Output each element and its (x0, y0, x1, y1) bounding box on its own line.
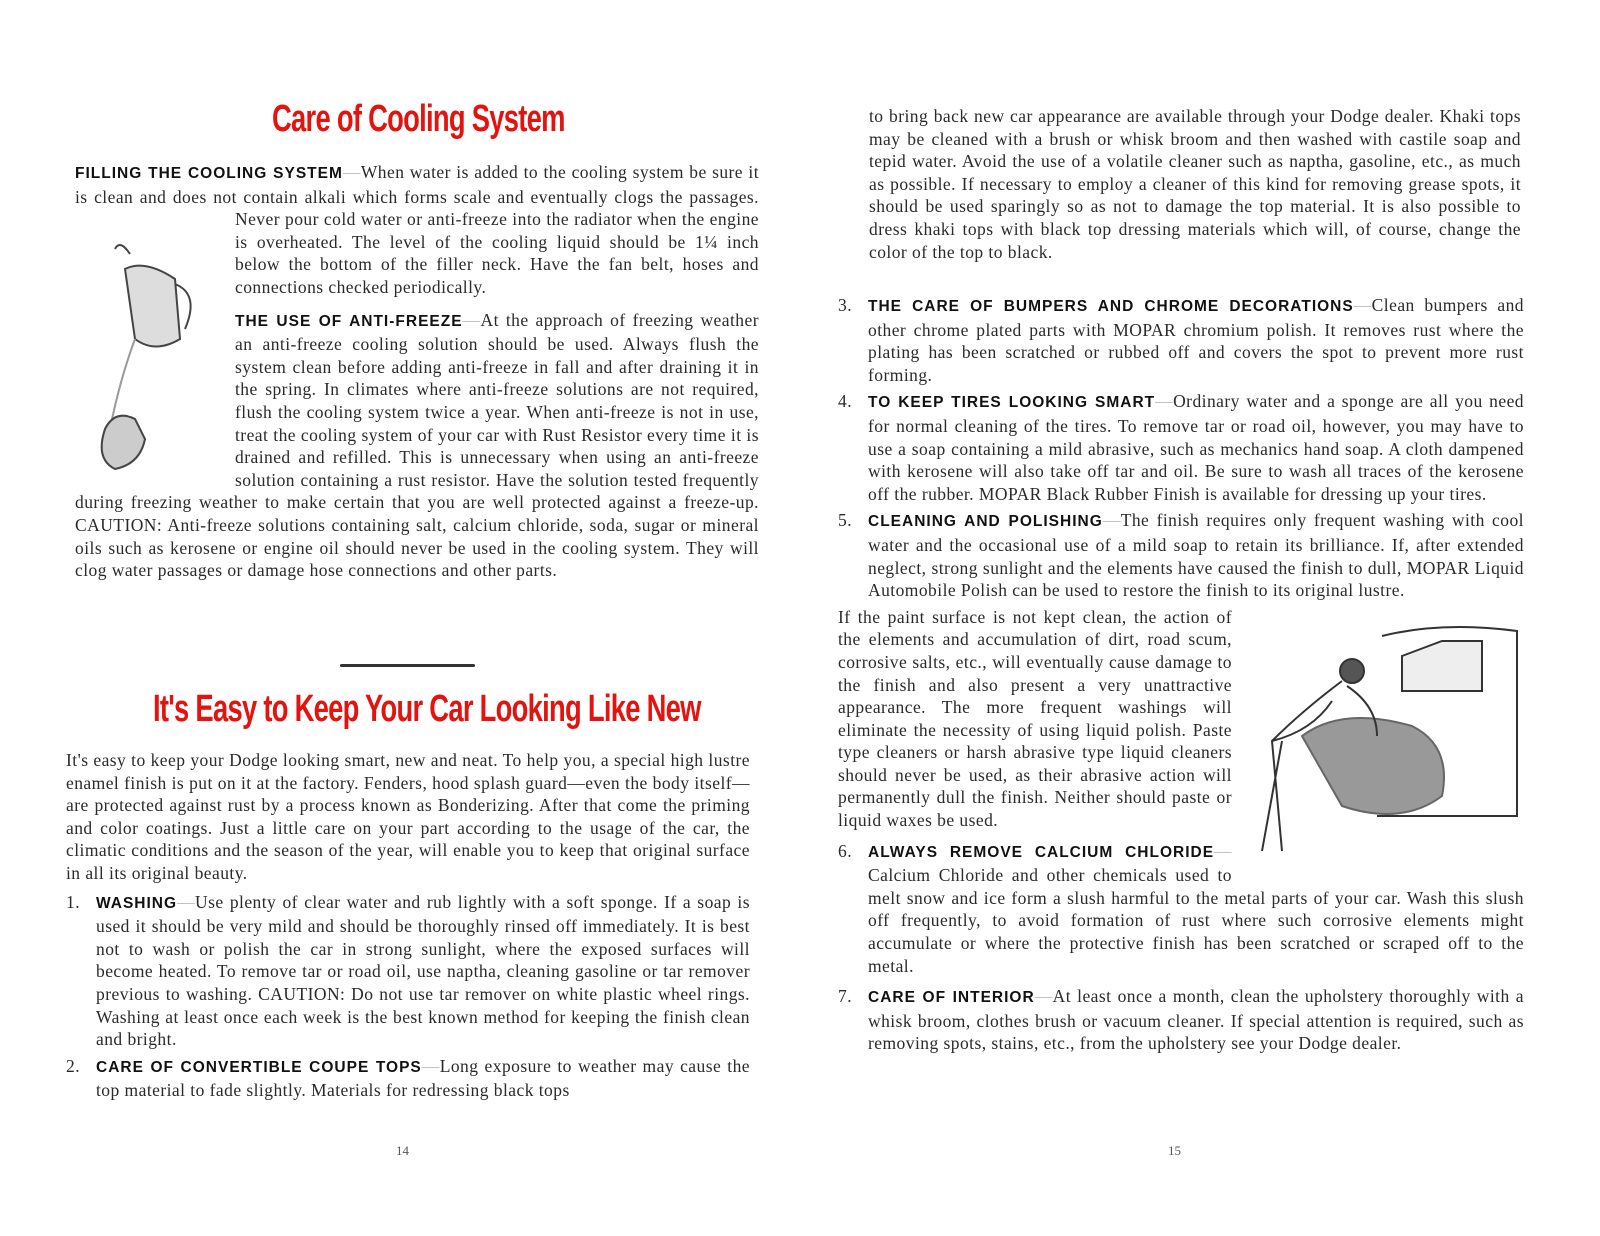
item-heading: TO KEEP TIRES LOOKING SMART (868, 394, 1156, 412)
page-number: 15 (1168, 1143, 1181, 1158)
list-item: 1. WASHING—Use plenty of clear water and rub lightly with a soft sponge. If a soap is used it should be very mild and should be thoroughly rinsed off immediately. It is best not to wash or polish the car in strong sunlight, where the exposed surfaces will become heated. To remove tar or road oil, use naptha, cleaning gasoline or tar remover previous to washing. CAUTION: Do not use tar remover on white plastic wheel rings. Washing at least once each week is the best known method for keeping the finish clean and bright. (66, 891, 750, 1050)
looking-new-section (66, 749, 750, 1102)
item-text: At least once a month, clean the upholstery thoroughly with a whisk broom, clothes brush or vacuum cleaner. If special attention is required, such as removing spots, stains, etc., from the upholstery see your Dodge dealer. (868, 986, 1524, 1054)
right-page (800, 0, 1600, 1236)
cooling-section: FILLING THE COOLING SYSTEM—When water is added to the cooling system be sure it is clean and does not contain alkali which forms scale and eventually clogs the passages. Never pour cold water or anti-freeze into the radiator when the engine is overheated. The level of the cooling liquid should be 1¼ inch below the bottom of the filler neck. Have the fan belt, hoses and connections checked periodically. THE USE OF ANTI-FREEZE—At the approach of freezing weather an anti-freeze cooling solution should be used. Always flush the system clean before adding anti-freeze in fall and after draining it in the spring. In climates where anti-freeze solutions are not required, flush the cooling system twice a year. When anti-freeze is not in use, treat the cooling system of your car with Rust Resistor every time it is drained and refilled. This is unnecessary when using an anti-freeze solution containing a rust resistor. Have the solution tested frequently during freezing weather to make certain that you are well protected against a freeze-up. CAUTION: Anti-freeze solutions containing salt, calcium chloride, soda, sugar or mineral oils such as kerosene or engine oil should never be used in the cooling system. They will clog water passages or damage hose connections and other parts. (75, 162, 760, 581)
continuation-paragraph: to bring back new car appearance are available through your Dodge dealer. Khaki tops may be cleaned with a brush or whisk broom and then washed with castile soap and tepid water. Avoid the use of a volatile cleaner such as naptha, gasoline, etc., as much as possible. If necessary to employ a cleaner of this kind for removing grease spots, it should be used sparingly so as not to damage the top material. It is also possible to dress khaki tops with black top dressing materials which will, of course, change the color of the top to black. (869, 106, 1521, 262)
item-heading: CARE OF INTERIOR (868, 989, 1035, 1007)
list-item: 3. THE CARE OF BUMPERS AND CHROME DECORATIONS—Clean bumpers and other chrome plated parts with MOPAR chromium polish. It removes rust where the plating has been scratched or rubbed off and covers the spot to prevent more rust forming. (838, 295, 1524, 385)
intro-paragraph: It's easy to keep your Dodge looking smart, new and neat. To help you, a special high lustre enamel finish is put on it at the factory. Fenders, hood splash guard—even the body itself—are protected against rust by a process known as Bonderizing. After that come the priming and color coatings. Just a little care on your part according to the usage of the car, the climatic conditions and the season of the year, will enable you to keep that original surface in all its original beauty. (66, 750, 750, 883)
list-item: 7. CARE OF INTERIOR—At least once a month, clean the upholstery thoroughly with a whisk broom, clothes brush or vacuum cleaner. If special attention is required, such as removing spots, stains, etc., from the upholstery see your Dodge dealer. (838, 986, 1524, 1054)
item-heading: ALWAYS REMOVE CALCIUM CHLORIDE (868, 843, 1215, 861)
item-text: Long exposure to weather may cause the top material to fade slightly. Materials for redressing black tops (96, 1055, 750, 1101)
item-number: 3. (838, 295, 853, 315)
item-text: Use plenty of clear water and rub lightly with a soft sponge. If a soap is used it should be very mild and should be thoroughly rinsed off immediately. It is best not to wash or polish the car in strong sunlight, where the exposed surfaces will become heated. To remove tar or road oil, use naptha, cleaning gasoline or tar remover previous to washing. CAUTION: Do not use tar remover on white plastic wheel rings. Washing at least once each week is the best known method for keeping the finish clean and bright. (96, 891, 750, 1050)
list-item: 2. CARE OF CONVERTIBLE COUPE TOPS—Long exposure to weather may cause the top material to fade slightly. Materials for redressing black tops (66, 1055, 750, 1101)
polishing-car-illustration (1242, 616, 1524, 866)
page-number: 14 (396, 1143, 409, 1158)
antifreeze-heading: THE USE OF ANTI-FREEZE (235, 312, 463, 330)
antifreeze-text: At the approach of freezing weather an anti-freeze cooling solution should be used. Always flush the system clean before adding anti-freeze in fall and after draining it in the spring. In climates where anti-freeze solutions are not required, flush the cooling system twice a year. When anti-freeze is not in use, treat the cooling system of your car with Rust Resistor every time it is drained and refilled. This is unnecessary when using an anti-freeze solution containing a rust resistor. Have the solution tested frequently during freezing weather to make certain that you are well protected against a freeze-up. CAUTION: Anti-freeze solutions containing salt, calcium chloride, soda, sugar or mineral oils such as kerosene or engine oil should never be used in the cooling system. They will clog water passages or damage hose connections and other parts. (75, 309, 759, 581)
item-heading: CARE OF CONVERTIBLE COUPE TOPS (96, 1058, 422, 1076)
item-text: Clean bumpers and other chrome plated parts with MOPAR chromium polish. It removes rust where the plating has been scratched or rubbed off and covers the spot to prevent more rust forming. (868, 295, 1524, 385)
paint-paragraph: If the paint surface is not kept clean, the action of the elements and accumulation of dirt, road scum, corrosive salts, etc., will eventually cause damage to the finish and also present a very unattractive appearance. The more frequent washings will eliminate the necessity of using liquid polish. Paste type cleaners or harsh abrasive type liquid cleaners should never be used, as their abrasive action will permanently dull the finish. Neither should paste or liquid waxes be used. (838, 606, 1232, 831)
item-number: 2. (66, 1055, 81, 1076)
item-number: 4. (838, 391, 853, 412)
filling-heading: FILLING THE COOLING SYSTEM (75, 165, 343, 182)
pouring-jug-illustration (75, 229, 235, 491)
list-item: 6. ALWAYS REMOVE CALCIUM CHLORIDE—Calcium Chloride and other chemicals used to melt snow and ice form a slush harmful to the metal parts of your car. Wash this slush off frequently, to avoid formation of rust where such corrosive elements might accumulate or where the protective finish has been scratched or scraped off to the metal. (838, 840, 1524, 976)
list-item: 4. TO KEEP TIRES LOOKING SMART—Ordinary water and a sponge are all you need for normal cleaning of the tires. To remove tar or road oil, however, you may have to use a soap containing a mild abrasive, such as mechanics hand soap. A cloth dampened with kerosene will also take off tar and oil. Be sure to wash all traces of the kerosene off the rubber. MOPAR Black Rubber Finish is available for dressing up your tires. (838, 391, 1524, 504)
list-item: 5. CLEANING AND POLISHING—The finish requires only frequent washing with cool water and the occasional use of a mild soap to retain its brilliance. If, after extended neglect, strong sunlight and the elements have caused the finish to dull, MOPAR Liquid Automobile Polish can be used to restore the finish to its original lustre. (838, 510, 1524, 601)
item-number: 7. (838, 986, 853, 1007)
item-text: Calcium Chloride and other chemicals used to melt snow and ice form a slush harmful to the metal parts of your car. Wash this slush off frequently, to avoid formation of rust where such corrosive elements might accumulate or where the protective finish has been scratched or scraped off to the metal. (868, 865, 1524, 976)
cooling-system-title: Care of Cooling System (272, 98, 565, 140)
item-heading: THE CARE OF BUMPERS AND CHROME DECORATIONS (868, 298, 1354, 315)
item-number: 1. (66, 891, 81, 912)
right-column-items (838, 290, 1524, 1055)
right-column-top (869, 105, 1521, 263)
item-number: 5. (838, 510, 853, 531)
item-text: The finish requires only frequent washing with cool water and the occasional use of a mild soap to retain its brilliance. If, after extended neglect, strong sunlight and the elements have caused the finish to dull, MOPAR Liquid Automobile Polish can be used to restore the finish to its original lustre. (868, 510, 1524, 601)
filling-text: When water is added to the cooling system be sure it is clean and does not contain alkali which forms scale and eventually clogs the passages. Never pour cold water or anti-freeze into the radiator when the engine is overheated. The level of the cooling liquid should be 1¼ inch below the bottom of the filler neck. Have the fan belt, hoses and connections checked periodically. (75, 162, 760, 297)
item-heading: WASHING (96, 894, 178, 912)
looking-new-title: It's Easy to Keep Your Car Looking Like New (152, 688, 701, 730)
item-heading: CLEANING AND POLISHING (868, 513, 1103, 531)
item-number: 6. (838, 840, 853, 861)
item-text: Ordinary water and a sponge are all you need for normal cleaning of the tires. To remove tar or road oil, however, you may have to use a soap containing a mild abrasive, such as mechanics hand soap. A cloth dampened with kerosene will also take off tar and oil. Be sure to wash all traces of the kerosene off the rubber. MOPAR Black Rubber Finish is available for dressing up your tires. (868, 391, 1524, 504)
section-divider (340, 664, 475, 667)
